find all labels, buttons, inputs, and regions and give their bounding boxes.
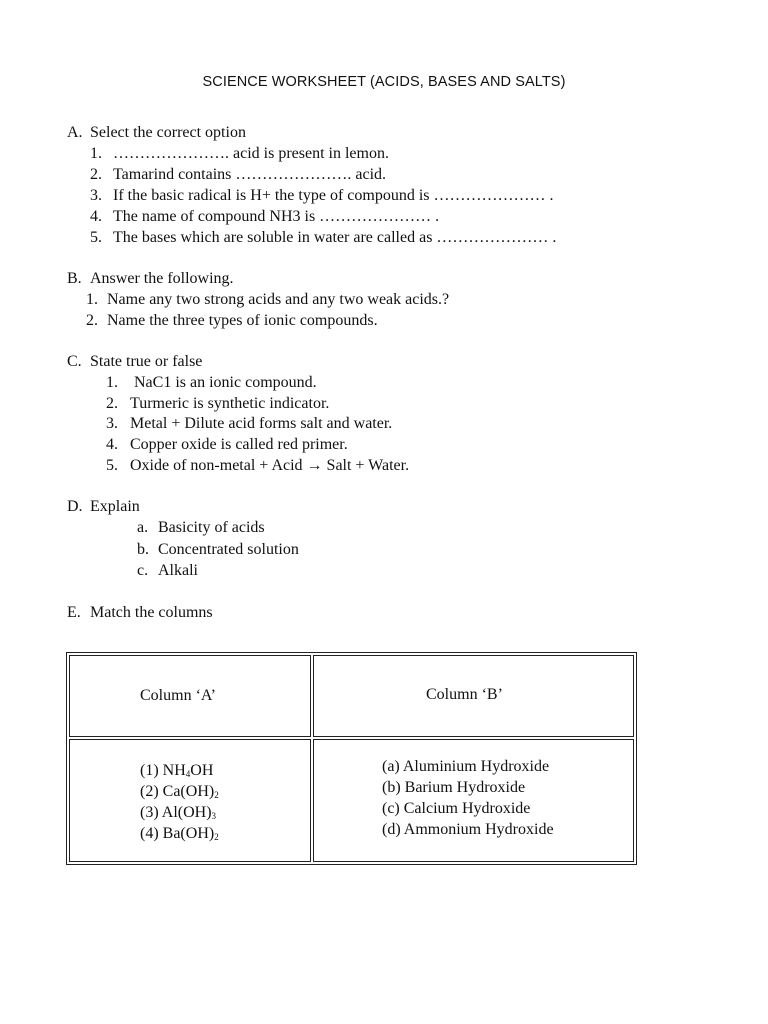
question-item: [137, 562, 198, 580]
question-number: 3.: [106, 415, 118, 432]
question-text: Alkali: [158, 562, 198, 579]
section-letter: C.: [67, 353, 82, 370]
question-text: If the basic radical is H+ the type of compound is ………………… .: [113, 187, 554, 204]
section-title: Select the correct option: [90, 124, 246, 141]
section-b-heading: [67, 270, 234, 288]
question-number: 4.: [90, 208, 102, 225]
list-item: (a) Aluminium Hydroxide: [382, 758, 550, 775]
list-item: [140, 823, 310, 844]
list-item: [140, 781, 310, 802]
column-a-cell: [69, 739, 311, 862]
question-text: Concentrated solution: [158, 541, 299, 558]
question-text: Tamarind contains …………………. acid.: [113, 166, 387, 183]
question-number: c.: [137, 562, 149, 579]
section-letter: D.: [67, 498, 83, 515]
question-text: The name of compound NH3 is ………………… .: [113, 208, 440, 225]
question-item: [86, 312, 378, 330]
list-item: [140, 760, 310, 781]
column-b-cell: [313, 739, 634, 862]
question-text: Copper oxide is called red primer.: [130, 436, 348, 453]
section-letter: A.: [67, 124, 83, 141]
question-item: [137, 519, 265, 537]
question-item: [90, 187, 554, 205]
formula-subscript: 2: [214, 832, 219, 842]
question-number: 1.: [86, 291, 98, 308]
table-header-row: [69, 655, 634, 737]
column-a-header-cell: [69, 655, 311, 737]
formula-tail: OH: [190, 762, 214, 779]
question-text: The bases which are soluble in water are called as ………………… .: [113, 229, 557, 246]
question-number: 2.: [90, 166, 102, 183]
list-item: [140, 802, 310, 823]
question-number: 5.: [90, 229, 102, 246]
question-text: NaC1 is an ionic compound.: [130, 374, 317, 391]
question-item: [90, 229, 556, 247]
section-title: State true or false: [90, 353, 203, 370]
formula-label: (2) Ca(OH): [140, 783, 215, 800]
list-item: (d) Ammonium Hydroxide: [382, 821, 554, 838]
formula-label: (4) Ba(OH): [140, 825, 215, 842]
column-a-list: [70, 740, 310, 844]
table-row: [69, 739, 634, 862]
column-b-list: [314, 740, 633, 840]
question-text: Turmeric is synthetic indicator.: [130, 395, 330, 412]
formula-subscript: 2: [214, 790, 219, 800]
section-letter: B.: [67, 270, 82, 287]
list-item: (c) Calcium Hydroxide: [382, 800, 531, 817]
section-title: Answer the following.: [90, 270, 234, 287]
section-e-heading: [67, 604, 213, 622]
section-c-heading: [67, 353, 202, 371]
question-number: 3.: [90, 187, 102, 204]
question-text: Oxide of non-metal + Acid → Salt + Water.: [130, 457, 410, 474]
question-item: [86, 291, 449, 309]
question-item: [106, 415, 392, 433]
formula-label: (3) Al(OH): [140, 804, 212, 821]
question-text: …………………. acid is present in lemon.: [113, 145, 389, 162]
formula-subscript: 3: [211, 811, 217, 821]
question-number: a.: [137, 519, 149, 536]
question-text: Basicity of acids: [158, 519, 265, 536]
section-title: Match the columns: [90, 604, 213, 621]
question-number: b.: [137, 541, 149, 558]
section-d-heading: [67, 498, 140, 516]
list-item: (b) Barium Hydroxide: [382, 779, 526, 796]
question-item: [90, 166, 386, 184]
question-item: [106, 457, 409, 475]
question-item: [90, 145, 389, 163]
formula-subscript: 4: [185, 769, 191, 779]
column-b-header: Column ‘B’: [426, 686, 503, 703]
question-item: [90, 208, 439, 226]
match-columns-table: [66, 652, 637, 865]
question-number: 4.: [106, 436, 118, 453]
question-text: Metal + Dilute acid forms salt and water.: [130, 415, 393, 432]
question-item: [106, 395, 329, 413]
question-text: Name any two strong acids and any two weak acids.?: [107, 291, 450, 308]
question-number: 5.: [106, 457, 118, 474]
question-number: 1.: [90, 145, 102, 162]
column-b-header-cell: [313, 655, 634, 737]
question-item: [106, 436, 348, 454]
question-text: Name the three types of ionic compounds.: [107, 312, 378, 329]
question-number: 2.: [106, 395, 118, 412]
question-number: 1.: [106, 374, 118, 391]
section-title: Explain: [90, 498, 140, 515]
question-item: [106, 374, 317, 392]
column-a-header: Column ‘A’: [140, 687, 216, 704]
worksheet-title: SCIENCE WORKSHEET (ACIDS, BASES AND SALTS): [202, 74, 566, 90]
question-item: [137, 541, 299, 559]
formula-label: (1) NH: [140, 762, 186, 779]
section-letter: E.: [67, 604, 81, 621]
question-number: 2.: [86, 312, 98, 329]
section-a-heading: [67, 124, 246, 142]
